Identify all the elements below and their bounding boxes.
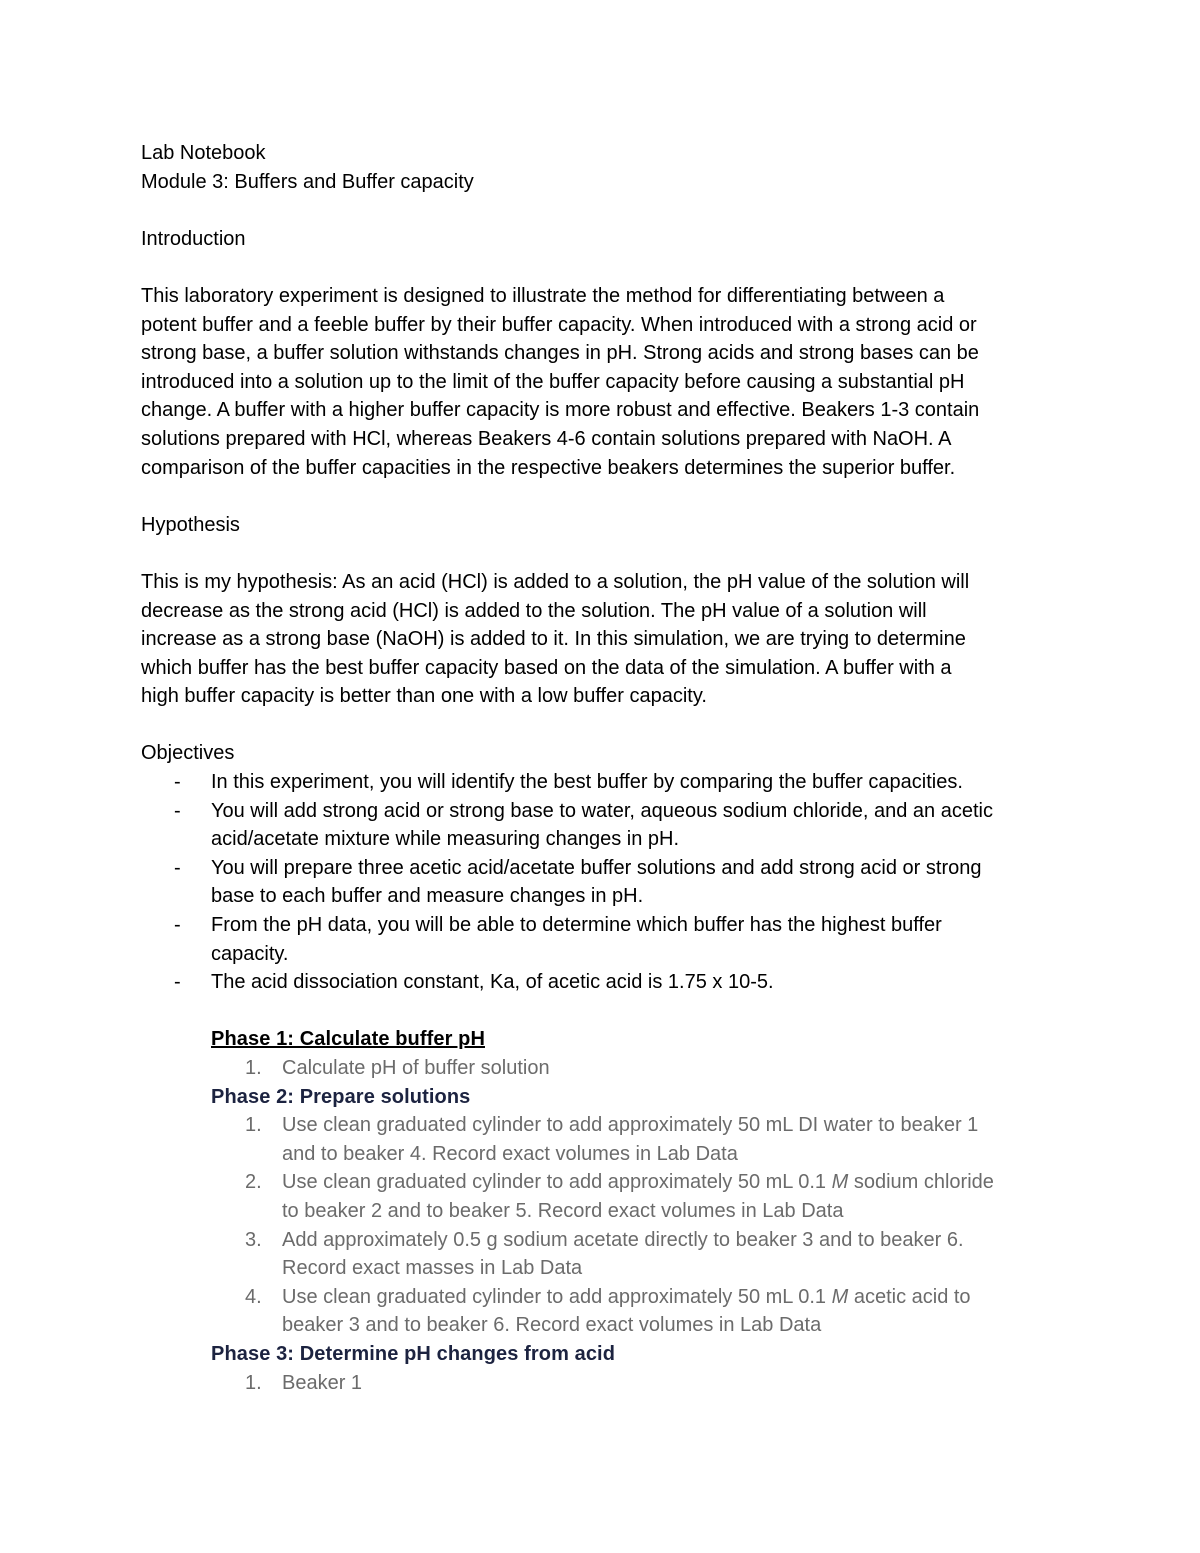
step-text: [282, 1283, 1061, 1312]
objective-text: acid/acetate mixture while measuring changes in pH.: [211, 828, 680, 851]
step-text-part: acetic acid to: [848, 1285, 971, 1308]
phase-1-steps: [211, 1054, 1061, 1083]
step-number: 3.: [245, 1228, 262, 1251]
step-text: Record exact masses in Lab Data: [282, 1257, 583, 1280]
document-page: [141, 139, 1061, 1397]
phase-3-title: Phase 3: Determine pH changes from acid: [211, 1342, 616, 1365]
introduction-paragraph: [141, 282, 1061, 482]
objective-item: [141, 797, 1061, 854]
objective-text: From the pH data, you will be able to determine which buffer has the highest buffer: [211, 914, 942, 937]
bullet-dash-icon: -: [174, 856, 181, 879]
document-title: Lab Notebook: [141, 142, 266, 164]
step-number: 1.: [245, 1114, 262, 1137]
molarity-unit: M: [831, 1171, 849, 1194]
introduction-line: potent buffer and a feeble buffer by their buffer capacity. When introduced with a strong acid or: [141, 313, 977, 336]
step-item: [211, 1054, 1061, 1083]
objective-item: [141, 854, 1061, 911]
objective-item: [141, 911, 1061, 968]
step-number: 1.: [245, 1371, 262, 1394]
introduction-line: This laboratory experiment is designed to illustrate the method for differentiating between a: [141, 284, 945, 307]
hypothesis-line: which buffer has the best buffer capacity based on the data of the simulation. A buffer with a: [141, 656, 952, 679]
hypothesis-line: increase as a strong base (NaOH) is added to it. In this simulation, we are trying to determine: [141, 628, 966, 651]
phase-1-section: [211, 1025, 1061, 1082]
objective-text: In this experiment, you will identify the best buffer by comparing the buffer capacities.: [211, 771, 963, 794]
step-text: [282, 1168, 1061, 1197]
step-item: [211, 1369, 1061, 1398]
hypothesis-heading: Hypothesis: [141, 513, 240, 536]
step-item: [211, 1283, 1061, 1340]
step-text: Calculate pH of buffer solution: [282, 1057, 550, 1079]
objectives-heading: Objectives: [141, 742, 235, 765]
step-text: beaker 3 and to beaker 6. Record exact volumes in Lab Data: [282, 1314, 822, 1337]
hypothesis-line: high buffer capacity is better than one with a low buffer capacity.: [141, 685, 707, 708]
hypothesis-line: decrease as the strong acid (HCl) is added to the solution. The pH value of a solution will: [141, 599, 927, 622]
hypothesis-line: This is my hypothesis: As an acid (HCl) is added to a solution, the pH value of the solution will: [141, 570, 970, 593]
step-text: Add approximately 0.5 g sodium acetate directly to beaker 3 and to beaker 6.: [282, 1228, 964, 1251]
objective-text: capacity.: [211, 942, 289, 965]
step-text: and to beaker 4. Record exact volumes in Lab Data: [282, 1142, 738, 1165]
step-item: [211, 1226, 1061, 1283]
phase-3-steps: [211, 1369, 1061, 1398]
bullet-dash-icon: -: [174, 771, 181, 794]
introduction-line: strong base, a buffer solution withstands changes in pH. Strong acids and strong bases can be: [141, 342, 979, 365]
introduction-line: comparison of the buffer capacities in the respective beakers determines the superior buffer.: [141, 456, 956, 479]
step-text-part: sodium chloride: [848, 1171, 994, 1194]
step-text-part: Use clean graduated cylinder to add approximately 50 mL 0.1: [282, 1171, 832, 1194]
objective-item: [141, 768, 1061, 797]
introduction-line: solutions prepared with HCl, whereas Beakers 4-6 contain solutions prepared with NaOH. A: [141, 427, 952, 450]
step-number: 4.: [245, 1285, 262, 1308]
step-number: 1.: [245, 1057, 262, 1079]
step-text: Use clean graduated cylinder to add approximately 50 mL DI water to beaker 1: [282, 1114, 979, 1137]
step-text: to beaker 2 and to beaker 5. Record exact volumes in Lab Data: [282, 1199, 844, 1222]
phase-2-title: Phase 2: Prepare solutions: [211, 1085, 471, 1108]
introduction-heading: Introduction: [141, 227, 246, 250]
module-title: Module 3: Buffers and Buffer capacity: [141, 170, 474, 193]
objective-text: The acid dissociation constant, Ka, of acetic acid is 1.75 x 10-5.: [211, 971, 774, 994]
phase-3-section: [211, 1340, 1061, 1397]
step-item: [211, 1168, 1061, 1225]
objective-text: You will add strong acid or strong base to water, aqueous sodium chloride, and an acetic: [211, 799, 993, 822]
bullet-dash-icon: -: [174, 971, 181, 994]
molarity-unit: M: [831, 1285, 849, 1308]
objectives-list: [141, 768, 1061, 997]
objective-text: base to each buffer and measure changes in pH.: [211, 885, 644, 908]
objective-item: [141, 968, 1061, 997]
bullet-dash-icon: -: [174, 914, 181, 937]
bullet-dash-icon: -: [174, 799, 181, 822]
step-text: Beaker 1: [282, 1371, 363, 1394]
introduction-line: introduced into a solution up to the limit of the buffer capacity before causing a substantial pH: [141, 370, 965, 393]
introduction-line: change. A buffer with a higher buffer capacity is more robust and effective. Beakers 1-3 contain: [141, 399, 980, 422]
step-number: 2.: [245, 1171, 262, 1194]
hypothesis-paragraph: [141, 568, 1061, 711]
step-item: [211, 1111, 1061, 1168]
phase-1-title: Phase 1: Calculate buffer pH: [211, 1028, 485, 1051]
objective-text: You will prepare three acetic acid/acetate buffer solutions and add strong acid or strong: [211, 856, 982, 879]
step-text-part: Use clean graduated cylinder to add approximately 50 mL 0.1: [282, 1285, 832, 1308]
phase-2-steps: [211, 1111, 1061, 1340]
phase-2-section: [211, 1083, 1061, 1340]
